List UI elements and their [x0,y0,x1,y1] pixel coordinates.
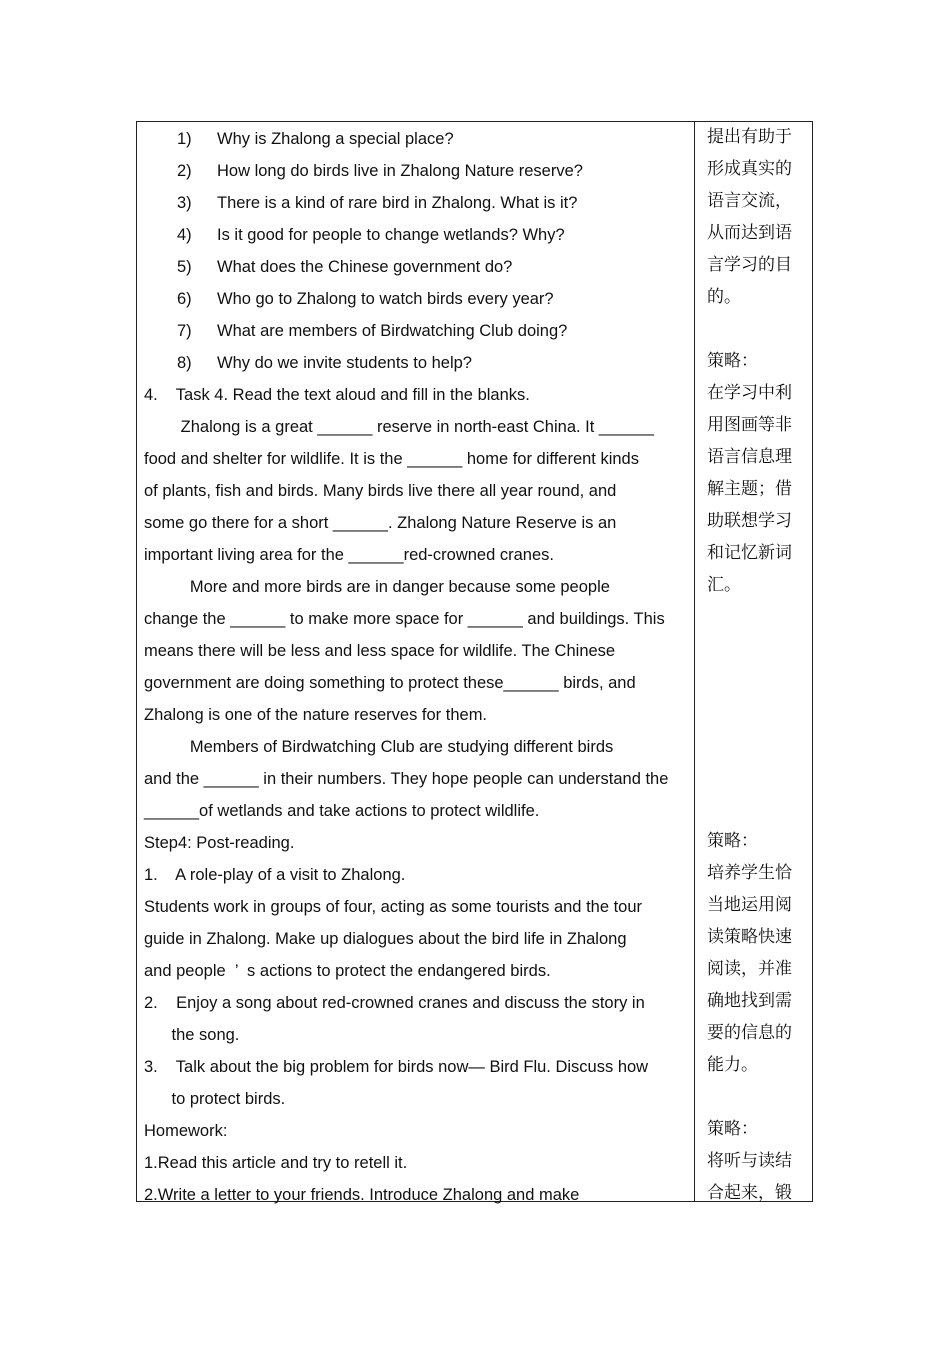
strategy-note: 汇。 [707,575,741,595]
passage-line: Members of Birdwatching Club are studying different birds [144,738,614,756]
activity-line: guide in Zhalong. Make up dialogues about the bird life in Zhalong [144,930,627,948]
strategy-label: 策略： [707,1119,758,1139]
strategy-note: 语言信息理 [707,447,792,467]
passage-line: and the ______ in their numbers. They hope people can understand the [144,770,669,788]
strategy-note: 能力。 [707,1055,758,1075]
step4-heading: Step4: Post-reading. [144,834,295,852]
strategy-note: 培养学生恰 [707,863,792,883]
activity-line: 3. Talk about the big problem for birds now— Bird Flu. Discuss how [144,1058,649,1076]
passage-line: food and shelter for wildlife. It is the ______ home for different kinds [144,450,639,468]
strategy-note: 助联想学习 [707,511,792,531]
passage-line: Zhalong is a great ______ reserve in north-east China. It ______ [144,418,654,436]
strategy-note: 言学习的目 [707,255,792,275]
strategy-label: 策略： [707,831,758,851]
homework-heading: Homework: [144,1122,228,1140]
passage-line: Zhalong is one of the nature reserves for them. [144,706,488,724]
passage-line: ______of wetlands and take actions to protect wildlife. [144,802,540,820]
strategy-note: 形成真实的 [707,159,792,179]
strategy-note: 将听与读结 [707,1151,792,1171]
strategy-note: 要的信息的 [707,1023,792,1043]
strategy-note: 解主题；借 [707,479,792,499]
strategy-note: 从而达到语 [707,223,792,243]
strategy-note: 和记忆新词 [707,543,792,563]
passage-line: some go there for a short ______. Zhalong Nature Reserve is an [144,514,617,532]
activity-line: 2. Enjoy a song about red-crowned cranes and discuss the story in [144,994,645,1012]
strategy-note: 读策略快速 [707,927,792,947]
lesson-plan-table: 1) Why is Zhalong a special place? 2) How long do birds live in Zhalong Nature reserve? 3) There is a kind of rare bird in Zhalong. What is it? 4) Is it good for people to change wetlands? Why? 5) What does the Chinese government do? 6) Who go to Zhalong to watch birds every year? 7) What are members of Birdwatching Club doing? 8) Why do we invite students to help? 4. Task 4. Read the text aloud and fill in the blanks. Zhalong is a great ______ reserve in north-east China. It ______ food and shelter for wildlife. It is the ______ home for different kinds of plants, fish and birds. Many birds live there all year round, and some go there for a short ______. Zhalong Nature Reserve is an important living area for the ______red-crowned cranes. More and more birds are in danger because some people change the ______ to make more space for ______ and buildings. This means there will be less and less space for wildlife. The Chinese government are doing something to protect these______ birds, and Zhalong is one of the nature reserves for them. Members of Birdwatching Club are studying different birds and the ______ in their numbers. They hope people can understand the ______of wetlands and take actions to protect wildlife. Step4: Post-reading. 1. A role-play of a visit to Zhalong. Students work in groups of four, acting as some tourists and the tour guide in Zhalong. Make up dialogues about the bird life in Zhalong and people ’ s actions to protect the endangered birds. 2. Enjoy a song about red-crowned cranes and discuss the story in the song. 3. Talk about the big problem for birds now— Bird Flu. Discuss how to protect birds. Homework: 1.Read this article and try to retell it. 2.Write a letter to your friends. Introduce Zhalong and make 提出有助于 形成真实的 语言交流， 从而达到语 言学习的目 的。 策略： 在学习中利 用图画等非 语言信息理 解主题；借 助联想学习 和记忆新词 汇。 策略： 培养学生恰 当地运用阅 读策略快速 阅读，并准 确地找到需 要的信息的 能力。 策略： 将听与读结 合起来，锻 [136,121,813,1202]
passage-line: change the ______ to make more space for ______ and buildings. This [144,610,665,628]
activity-line: the song. [144,1026,240,1044]
activity-line: to protect birds. [144,1090,286,1108]
strategy-note: 当地运用阅 [707,895,792,915]
strategy-note: 合起来，锻 [707,1183,792,1203]
strategy-note: 阅读，并准 [707,959,792,979]
passage-line: government are doing something to protect these______ birds, and [144,674,636,692]
passage-line: means there will be less and less space for wildlife. The Chinese [144,642,616,660]
strategy-note: 在学习中利 [707,383,792,403]
activity-line: and people ’ s actions to protect the endangered birds. [144,962,551,980]
strategy-note: 提出有助于 [707,127,792,147]
homework-item: 1.Read this article and try to retell it. [144,1154,408,1172]
strategy-note: 语言交流， [707,191,792,211]
passage-line: More and more birds are in danger because some people [144,578,610,596]
activity-line: 1. A role-play of a visit to Zhalong. [144,866,406,884]
passage-line: important living area for the ______red-crowned cranes. [144,546,554,564]
strategy-note: 的。 [707,287,741,307]
strategy-note: 确地找到需 [707,991,792,1011]
homework-item: 2.Write a letter to your friends. Introduce Zhalong and make [144,1186,580,1204]
strategy-note: 用图画等非 [707,415,792,435]
passage-line: of plants, fish and birds. Many birds live there all year round, and [144,482,617,500]
column-divider [694,122,695,1201]
activity-line: Students work in groups of four, acting as some tourists and the tour [144,898,643,916]
strategy-label: 策略： [707,351,758,371]
task4-heading: 4. Task 4. Read the text aloud and fill in the blanks. [144,386,530,404]
